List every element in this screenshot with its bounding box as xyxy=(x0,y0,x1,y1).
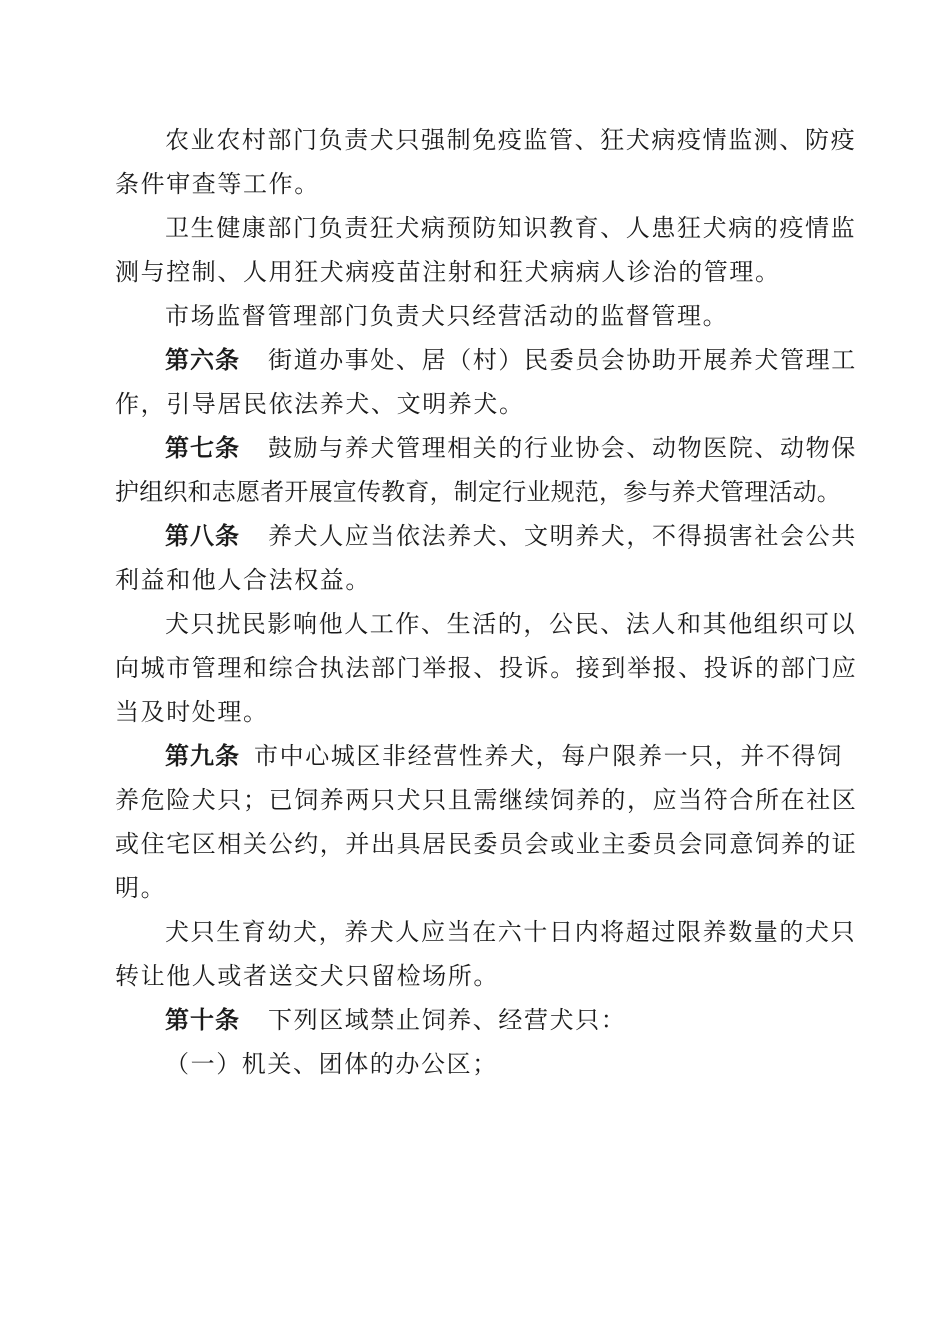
text-line xyxy=(115,514,857,558)
text-line: 或住宅区相关公约，并出具居民委员会或业主委员会同意饲养的证 xyxy=(115,830,858,858)
paragraph-market xyxy=(115,294,840,338)
document-page xyxy=(115,118,858,1086)
text-line: 条件审查等工作。 xyxy=(115,170,320,198)
article-text: 市中心城区非经营性养犬，每户限养一只，并不得饲 xyxy=(254,742,843,770)
text-line: 转让他人或者送交犬只留检场所。 xyxy=(115,962,499,990)
article-6 xyxy=(115,338,857,426)
text-line: 市场监督管理部门负责犬只经营活动的监督管理。 xyxy=(165,302,729,330)
text-line xyxy=(115,734,843,778)
article-heading: 第九条 xyxy=(165,742,240,770)
text-line: （一）机关、团体的办公区； xyxy=(165,1050,498,1078)
article-heading: 第六条 xyxy=(165,346,240,374)
text-line: 农业农村部门负责犬只强制免疫监管、狂犬病疫情监测、防疫 xyxy=(165,126,857,154)
text-line: 测与控制、人用狂犬病疫苗注射和狂犬病病人诊治的管理。 xyxy=(115,258,781,286)
paragraph-agriculture xyxy=(115,118,857,206)
text-line: 当及时处理。 xyxy=(115,698,269,726)
text-line xyxy=(115,338,857,382)
article-text: 鼓励与养犬管理相关的行业协会、动物医院、动物保 xyxy=(268,434,857,462)
article-text: 养犬人应当依法养犬、文明养犬，不得损害社会公共 xyxy=(268,522,857,550)
article-7 xyxy=(115,426,857,514)
text-line: 利益和他人合法权益。 xyxy=(115,566,371,594)
article-10 xyxy=(115,998,840,1042)
list-item xyxy=(115,1042,840,1086)
article-8 xyxy=(115,514,857,602)
text-line: 护组织和志愿者开展宣传教育，制定行业规范，参与养犬管理活动。 xyxy=(115,478,841,506)
text-line: 犬只扰民影响他人工作、生活的，公民、法人和其他组织可以 xyxy=(165,610,857,638)
article-heading: 第七条 xyxy=(165,434,240,462)
paragraph-disturbance xyxy=(115,602,858,734)
paragraph-puppies xyxy=(115,910,857,998)
paragraph-health xyxy=(115,206,857,294)
article-text: 下列区域禁止饲养、经营犬只： xyxy=(268,1006,627,1034)
article-9 xyxy=(115,734,858,910)
text-line: 向城市管理和综合执法部门举报、投诉。接到举报、投诉的部门应 xyxy=(115,654,858,682)
article-heading: 第十条 xyxy=(165,1006,240,1034)
article-heading: 第八条 xyxy=(165,522,240,550)
text-line: 养危险犬只；已饲养两只犬只且需继续饲养的，应当符合所在社区 xyxy=(115,786,858,814)
text-line: 明。 xyxy=(115,874,167,902)
text-line: 卫生健康部门负责狂犬病预防知识教育、人患狂犬病的疫情监 xyxy=(165,214,857,242)
text-line: 作，引导居民依法养犬、文明养犬。 xyxy=(115,390,525,418)
article-text: 街道办事处、居（村）民委员会协助开展养犬管理工 xyxy=(268,346,857,374)
text-line xyxy=(115,426,857,470)
text-line xyxy=(115,998,840,1042)
text-line: 犬只生育幼犬，养犬人应当在六十日内将超过限养数量的犬只 xyxy=(165,918,857,946)
